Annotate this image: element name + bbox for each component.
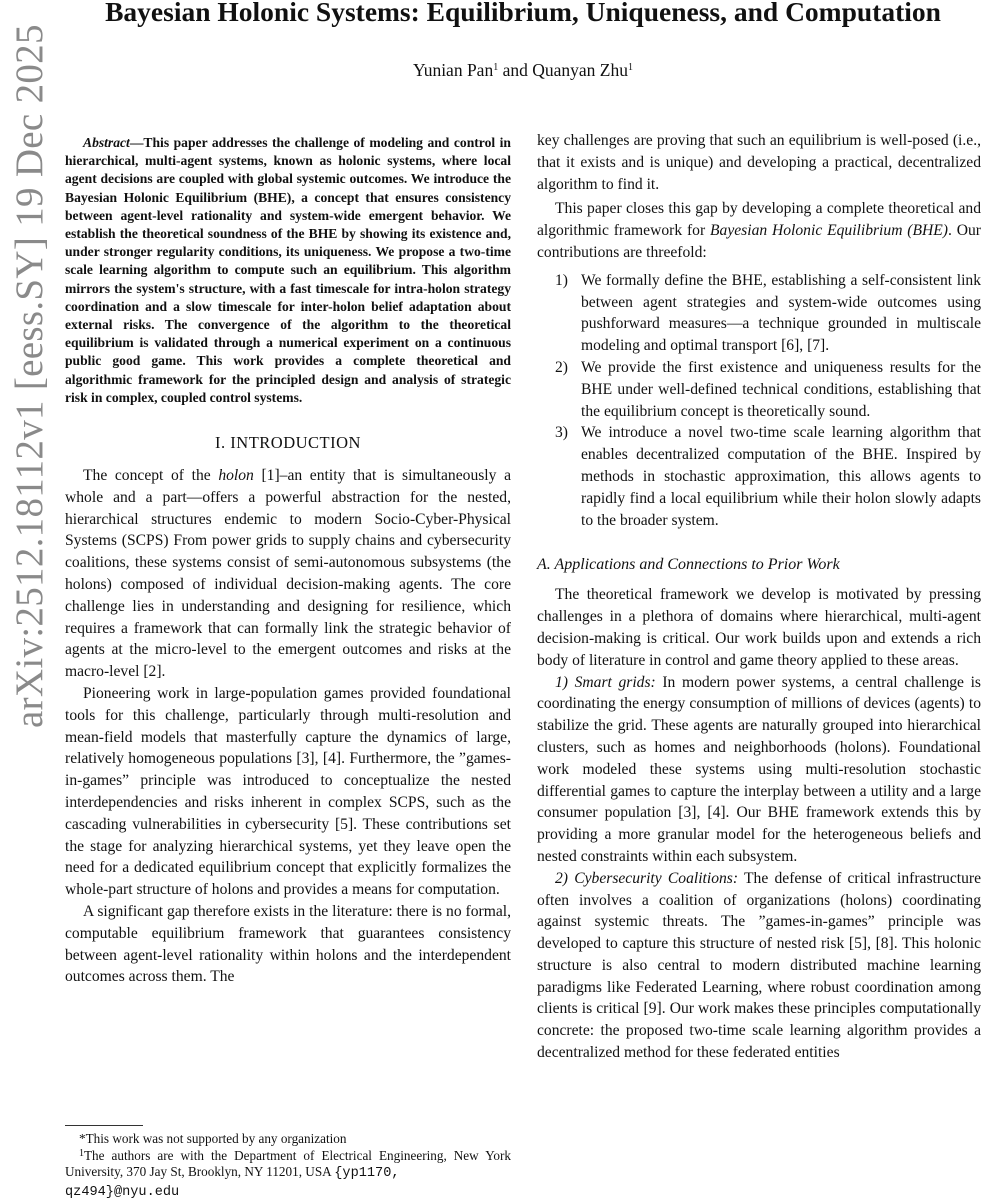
authors (20, 58, 982, 82)
smart-grids-paragraph (537, 672, 981, 868)
footnote-text: The authors are with the Department of Electrical Engineering, New York University, 370 Jay St, Brooklyn, NY 11201, USA (65, 1148, 511, 1180)
list-text: We introduce a novel two-time scale learning algorithm that enables decentralized computation of the BHE. Inspired by methods in stochastic approximation, this allows agents to rapidly find a local equilibrium while their holon slowly adapts to the broader system. (581, 424, 981, 528)
list-number: 1) (555, 270, 568, 292)
abstract-label: Abstract (83, 135, 130, 150)
intro-paragraph-3-continued: key challenges are proving that such an equilibrium is well-posed (i.e., that it exists and is unique) and developing a practical, decentralized algorithm to find it. (537, 130, 981, 195)
abstract (65, 134, 511, 407)
term-holon: holon (218, 467, 254, 484)
affiliation-mark: 1 (493, 62, 498, 73)
text-run: In modern power systems, a central challenge is coordinating the energy consumption of millions of devices (agents) to stabilize the grid. These agents are naturally grouped into hierarchical clusters, such as homes and neighborhoods (holons). Foundational work modeled these systems using multi-resolution stochastic differential games to capture the interplay between a utility and a large consumer population [3], [4]. Our BHE framework extends this by providing a more granular model for the heterogeneous beliefs and nested constraints within each subsystem. (537, 674, 981, 865)
right-column (537, 130, 981, 1064)
list-text: We formally define the BHE, establishing a self-consistent link between agent strategies and system-wide outcomes using pushforward measures—a technique grounded in multiscale modeling and optimal transport [6], [7]. (581, 272, 981, 354)
affiliation-mark: 1 (628, 62, 633, 73)
author-2: Quanyan Zhu (532, 60, 628, 80)
left-column (65, 134, 511, 988)
author-separator: and (498, 60, 532, 80)
term-bhe: Bayesian Holonic Equilibrium (BHE) (710, 222, 948, 239)
list-item (537, 357, 981, 422)
abstract-text: This paper addresses the challenge of modeling and control in hierarchical, multi-agent systems, known as holonic systems, where local agent decisions are coupled with global systemic outcomes. We introduce the Bayesian Holonic Equilibrium (BHE), a concept that ensures consistency between agent-level rationality and system-wide emergent behavior. We establish the theoretical soundness of the BHE by showing its existence and, under stronger regularity conditions, its uniqueness. We propose a two-time scale learning algorithm to compute such an equilibrium. This algorithm mirrors the system's structure, with a fast timescale for intra-holon strategy coordination and a slow timescale for inter-holon belief adaptation about external risks. The convergence of the algorithm to the theoretical equilibrium is validated through a numerical experiment on a continuous public good game. This work provides a complete theoretical and algorithmic framework for the principled design and analysis of strategic risk in complex, coupled control systems. (65, 135, 511, 405)
paragraph-label: 1) Smart grids: (555, 674, 656, 691)
footnote-funding: *This work was not supported by any organization (65, 1131, 511, 1148)
footnote-rule (65, 1125, 143, 1126)
intro-paragraph-4 (537, 198, 981, 263)
applications-paragraph-1: The theoretical framework we develop is motivated by pressing challenges in a plethora of domains where hierarchical, multi-agent decision-making is critical. Our work builds upon and extends a rich body of literature in control and game theory applied to these areas. (537, 584, 981, 671)
contributions-list (537, 270, 981, 532)
list-item (537, 422, 981, 531)
email-user-2: qz494} (65, 1185, 114, 1200)
text-run: . Our contributions are threefold: (537, 222, 981, 261)
cybersecurity-paragraph (537, 868, 981, 1064)
footnote-mark: 1 (79, 1148, 84, 1159)
text-run: This paper closes this gap by developing a complete theoretical and algorithmic framework for (537, 200, 981, 239)
text-run: The concept of the (83, 467, 218, 484)
intro-paragraph-1 (65, 465, 511, 683)
paper-title: Bayesian Holonic Systems: Equilibrium, Uniqueness, and Computation (40, 0, 982, 30)
section-heading-introduction: I. INTRODUCTION (65, 433, 511, 453)
arxiv-stamp: arXiv:2512.18112v1 [eess.SY] 19 Dec 2025 (0, 98, 60, 728)
list-number: 3) (555, 422, 568, 444)
email-user-1: {yp1170, (334, 1166, 399, 1181)
footnotes (65, 1131, 511, 1201)
text-run: [1]–an entity that is simultaneously a whole and a part—offers a powerful abstraction for the nested, hierarchical structures endemic to modern Socio-Cyber-Physical Systems (SCPS) From power grids to supply chains and cybersecurity coalitions, these systems consist of semi-autonomous subsystems (the holons) composed of individual decision-making agents. The core challenge lies in understanding and designing for resilience, which requires a framework that can formally link the strategic behavior of agents at the micro-level to the emergent outcomes and risks at the macro-level [2]. (65, 467, 511, 680)
list-text: We provide the first existence and uniqueness results for the BHE under well-defined technical conditions, establishing that the equilibrium concept is theoretically sound. (581, 359, 981, 420)
text-run: The defense of critical infrastructure often involves a coalition of organizations (holons) coordinating against systemic threats. The ”games-in-games” principle was developed to capture this structure of nested risk [5], [8]. This holonic structure is also central to modern distributed machine learning paradigms like Federated Learning, where robust coordination among clients is critical [9]. Our work makes these principles computationally concrete: the proposed two-time scale learning algorithm provides a decentralized method for these federated entities (537, 870, 981, 1061)
intro-paragraph-3: A significant gap therefore exists in the literature: there is no formal, computable equilibrium framework that guarantees consistency between agent-level rationality within holons and the interdependent outcomes across them. The (65, 901, 511, 988)
email-domain: @nyu.edu (114, 1185, 179, 1200)
intro-paragraph-2: Pioneering work in large-population games provided foundational tools for this challenge, particularly through multi-resolution and mean-field models that masterfully capture the dynamics of large, relatively homogeneous populations [3], [4]. Furthermore, the ”games-in-games” principle was introduced to conceptualize the nested interdependencies and risks inherent in complex SCPS, such as the cascading vulnerabilities in cybersecurity [5]. These contributions set the stage for analyzing hierarchical systems, yet they leave open the need for a dedicated equilibrium concept that explicitly formalizes the whole-part structure of holons and provides a means for computation. (65, 683, 511, 901)
list-number: 2) (555, 357, 568, 379)
list-item (537, 270, 981, 357)
paragraph-label: 2) Cybersecurity Coalitions: (555, 870, 738, 887)
subsection-heading-applications: A. Applications and Connections to Prior Work (537, 554, 981, 576)
abstract-dash: — (130, 135, 144, 150)
footnote-affiliation (65, 1148, 511, 1201)
author-1: Yunian Pan (413, 60, 493, 80)
